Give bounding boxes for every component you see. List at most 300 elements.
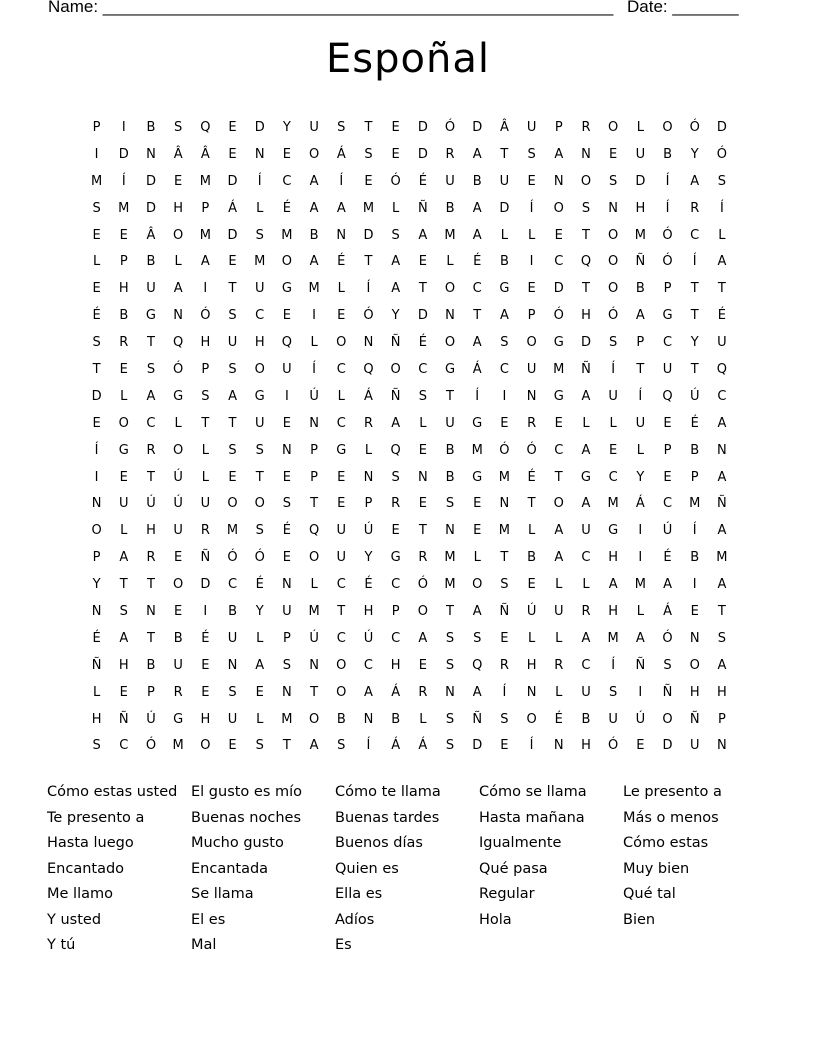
grid-cell: Í (257, 173, 262, 189)
grid-cell: O (553, 200, 564, 216)
grid-cell: B (146, 657, 156, 673)
grid-cell: Ñ (635, 254, 646, 270)
grid-cell: L (174, 254, 182, 270)
word-list-item: Se llama (191, 886, 254, 902)
grid-cell: I (312, 308, 317, 324)
grid-cell: L (310, 577, 318, 593)
grid-cell: R (581, 120, 591, 135)
grid-cell: Ñ (717, 496, 727, 512)
grid-cell: E (527, 281, 536, 297)
grid-cell: U (499, 173, 510, 189)
grid-cell: U (173, 657, 183, 673)
grid-cell: E (119, 227, 128, 243)
grid-cell: L (256, 200, 264, 216)
grid-cell: E (337, 308, 346, 324)
grid-cell: I (638, 523, 643, 539)
grid-cell: O (308, 711, 320, 727)
grid-cell: É (201, 630, 210, 646)
grid-cell: B (635, 281, 645, 297)
grid-cell: E (201, 657, 210, 673)
grid-cell: R (418, 550, 428, 566)
grid-cell: R (173, 684, 183, 700)
grid-cell: U (581, 523, 591, 539)
grid-cell: L (609, 415, 617, 431)
grid-cell: E (282, 415, 292, 431)
grid-cell: B (391, 711, 401, 727)
grid-cell: E (391, 146, 400, 162)
grid-cell: G (173, 388, 184, 404)
grid-cell: A (255, 657, 265, 673)
grid-cell: D (145, 200, 156, 216)
grid-cell: R (527, 415, 537, 431)
grid-cell: B (499, 254, 509, 270)
grid-cell: C (255, 308, 265, 324)
grid-cell: A (472, 684, 482, 700)
grid-cell: S (228, 442, 237, 458)
grid-cell: S (92, 200, 101, 216)
grid-cell: Q (173, 335, 184, 351)
grid-cell: U (146, 281, 156, 297)
grid-cell: D (254, 120, 265, 135)
grid-cell: T (310, 684, 319, 700)
word-list-item: El gusto es mío (191, 784, 303, 800)
grid-cell: I (121, 120, 126, 135)
grid-cell: Í (665, 200, 670, 216)
word-list-item: Buenas tardes (335, 809, 440, 826)
grid-cell: M (471, 442, 483, 458)
grid-cell: Â (146, 227, 156, 243)
grid-cell: P (92, 120, 101, 135)
grid-cell: U (635, 415, 646, 431)
grid-cell: N (553, 173, 564, 189)
grid-cell: G (608, 523, 619, 539)
grid-cell: Q (662, 388, 673, 404)
grid-cell: Ó (227, 550, 238, 566)
grid-cell: S (717, 630, 727, 646)
grid-cell: N (526, 388, 537, 404)
grid-cell: I (94, 469, 99, 485)
grid-cell: S (119, 604, 128, 620)
grid-cell: Á (364, 388, 373, 404)
grid-cell: Y (690, 146, 699, 162)
grid-cell: T (717, 604, 726, 620)
grid-cell: E (119, 469, 128, 485)
grid-cell: T (581, 281, 590, 297)
grid-cell: E (337, 469, 346, 485)
grid-cell: A (717, 469, 727, 485)
grid-cell: R (581, 604, 591, 620)
grid-cell: H (717, 684, 727, 700)
grid-cell: E (418, 657, 427, 673)
grid-cell: Í (121, 173, 126, 189)
word-list-item: Cómo te llama (335, 784, 441, 800)
grid-cell: Y (391, 308, 400, 324)
grid-cell: C (690, 227, 700, 243)
grid-cell: A (119, 630, 129, 646)
grid-cell: Ñ (91, 657, 102, 673)
grid-cell: U (635, 146, 646, 162)
grid-cell: O (281, 254, 293, 270)
grid-cell: D (145, 173, 156, 189)
grid-cell: É (364, 577, 373, 593)
grid-cell: E (609, 146, 618, 162)
grid-cell: B (336, 711, 346, 727)
grid-cell: A (309, 173, 319, 189)
grid-cell: N (282, 577, 292, 593)
grid-cell: B (445, 442, 455, 458)
grid-cell: É (255, 577, 264, 593)
grid-cell: P (310, 442, 319, 458)
grid-cell: D (499, 200, 510, 216)
grid-cell: M (90, 173, 103, 189)
grid-cell: Ú (146, 711, 156, 727)
grid-cell: A (418, 630, 428, 646)
word-list-item: Me llamo (47, 886, 113, 902)
date-field-label: Date: _______ (627, 0, 739, 16)
grid-cell: U (336, 550, 347, 566)
grid-cell: E (255, 684, 264, 700)
word-list-item: Quien es (335, 860, 399, 877)
grid-cell: A (472, 146, 482, 162)
grid-cell: T (146, 630, 155, 646)
grid-cell: O (308, 550, 320, 566)
grid-cell: U (309, 120, 319, 135)
grid-cell: N (282, 442, 292, 458)
grid-cell: E (92, 227, 101, 243)
grid-cell: Í (502, 684, 507, 700)
grid-cell: M (444, 550, 456, 566)
grid-cell: A (717, 657, 727, 673)
grid-cell: Á (391, 684, 401, 700)
grid-cell: L (256, 630, 264, 646)
grid-cell: Ú (363, 630, 374, 646)
word-list-item: Hasta mañana (479, 809, 585, 826)
grid-cell: A (391, 281, 401, 297)
grid-cell: N (146, 604, 156, 620)
grid-cell: N (581, 146, 591, 162)
grid-cell: Ó (499, 442, 510, 458)
grid-cell: T (364, 120, 373, 135)
grid-cell: E (473, 523, 482, 539)
grid-cell: M (689, 496, 701, 512)
grid-cell: M (226, 523, 239, 539)
grid-cell: S (500, 577, 509, 593)
grid-cell: B (445, 469, 455, 485)
grid-cell: Ú (309, 388, 319, 404)
grid-cell: N (336, 227, 347, 243)
grid-cell: L (419, 415, 427, 431)
grid-cell: Ú (146, 496, 156, 512)
grid-cell: H (254, 335, 265, 351)
grid-cell: S (609, 335, 618, 351)
grid-cell: É (473, 254, 482, 270)
grid-cell: Ú (662, 523, 673, 539)
grid-cell: R (445, 146, 455, 162)
grid-cell: D (227, 227, 238, 243)
grid-cell: H (146, 523, 156, 539)
grid-cell: L (582, 415, 590, 431)
grid-cell: Ó (689, 120, 700, 135)
grid-cell: T (201, 415, 210, 431)
grid-cell: H (200, 711, 211, 727)
grid-cell: E (418, 496, 427, 512)
grid-cell: S (255, 442, 264, 458)
grid-cell: R (146, 550, 156, 566)
grid-cell: B (228, 604, 237, 620)
grid-cell: C (662, 496, 673, 512)
grid-cell: A (690, 173, 700, 189)
grid-cell: É (282, 200, 292, 216)
grid-cell: E (418, 254, 427, 270)
grid-cell: E (473, 496, 482, 512)
grid-cell: Í (665, 173, 670, 189)
grid-cell: I (638, 550, 643, 566)
grid-cell: E (527, 173, 536, 189)
grid-cell: O (254, 496, 265, 512)
grid-cell: É (663, 550, 672, 566)
grid-cell: Ó (173, 362, 184, 378)
grid-cell: É (527, 469, 536, 485)
grid-cell: L (555, 577, 563, 593)
word-list-item: Y tú (47, 937, 76, 953)
grid-cell: Ó (417, 577, 428, 593)
grid-cell: A (499, 308, 509, 324)
grid-cell: E (391, 523, 400, 539)
grid-cell: O (173, 227, 184, 243)
grid-cell: R (418, 684, 428, 700)
grid-cell: Ó (145, 738, 157, 754)
grid-cell: L (201, 442, 209, 458)
grid-cell: T (418, 281, 427, 297)
grid-cell: P (554, 120, 563, 135)
grid-cell: U (662, 362, 673, 378)
word-list-item: Cómo estas usted (47, 784, 178, 800)
grid-cell: Q (472, 657, 483, 673)
grid-cell: H (200, 335, 211, 351)
grid-cell: O (200, 738, 211, 754)
grid-cell: N (689, 630, 700, 646)
grid-cell: Q (200, 120, 211, 135)
grid-cell: Á (635, 496, 645, 512)
grid-cell: L (636, 120, 644, 135)
grid-cell: A (472, 227, 482, 243)
grid-cell: M (308, 281, 320, 297)
grid-cell: T (119, 577, 128, 593)
grid-cell: L (419, 711, 427, 727)
grid-cell: E (418, 442, 427, 458)
grid-cell: L (446, 254, 454, 270)
grid-cell: O (526, 711, 537, 727)
grid-cell: T (473, 308, 482, 324)
grid-cell: B (690, 550, 700, 566)
grid-cell: I (284, 388, 289, 404)
grid-cell: O (608, 281, 619, 297)
word-list-item: Te presento a (47, 809, 145, 826)
grid-cell: A (635, 630, 645, 646)
grid-cell: A (717, 415, 727, 431)
grid-cell: T (636, 362, 645, 378)
grid-cell: P (527, 308, 536, 324)
grid-cell: O (608, 227, 619, 243)
grid-cell: H (173, 200, 184, 216)
grid-cell: Ñ (472, 711, 483, 727)
grid-cell: L (120, 388, 128, 404)
grid-cell: Á (472, 362, 482, 378)
grid-cell: D (635, 173, 646, 189)
grid-cell: D (553, 281, 564, 297)
grid-cell: P (690, 469, 699, 485)
grid-cell: Ó (200, 308, 211, 324)
grid-cell: P (636, 335, 645, 351)
grid-cell: E (92, 281, 101, 297)
grid-cell: A (635, 308, 645, 324)
grid-cell: Ñ (200, 550, 211, 566)
grid-cell: L (527, 630, 536, 646)
word-list-item: Igualmente (479, 835, 562, 851)
grid-cell: C (418, 362, 428, 378)
grid-cell: S (527, 146, 536, 162)
grid-cell: H (390, 657, 401, 673)
grid-cell: O (417, 604, 428, 620)
grid-cell: M (607, 630, 619, 646)
grid-cell: S (228, 308, 237, 324)
grid-cell: T (92, 362, 101, 378)
grid-cell: U (227, 711, 238, 727)
grid-cell: H (363, 604, 374, 620)
grid-cell: C (391, 577, 401, 593)
word-list-item: Regular (479, 886, 535, 902)
grid-cell: N (445, 523, 455, 539)
grid-cell: S (609, 684, 618, 700)
word-list-item: Mucho gusto (191, 835, 284, 851)
grid-cell: N (363, 711, 374, 727)
grid-cell: E (92, 415, 101, 431)
grid-cell: U (554, 604, 564, 620)
grid-cell: O (91, 523, 102, 539)
grid-cell: G (580, 469, 591, 485)
grid-cell: D (363, 227, 374, 243)
grid-cell: N (553, 738, 564, 754)
grid-cell: E (228, 146, 237, 162)
grid-cell: Í (692, 254, 697, 270)
grid-cell: C (146, 415, 156, 431)
grid-cell: R (363, 415, 373, 431)
grid-cell: T (581, 227, 590, 243)
grid-cell: E (201, 684, 210, 700)
grid-cell: B (663, 146, 672, 162)
word-list-item: Encantada (191, 860, 269, 877)
grid-cell: H (118, 657, 129, 673)
grid-cell: T (500, 146, 509, 162)
grid-cell: P (201, 200, 210, 216)
grid-cell: Ó (608, 308, 619, 324)
word-list-item: Ella es (335, 886, 383, 902)
grid-cell: S (255, 523, 264, 539)
word-list-item: Cómo estas (623, 835, 709, 851)
grid-cell: N (526, 684, 537, 700)
grid-cell: E (228, 469, 237, 485)
grid-cell: Ñ (417, 200, 428, 216)
grid-cell: A (554, 550, 564, 566)
grid-cell: N (363, 469, 374, 485)
grid-cell: D (200, 577, 211, 593)
grid-cell: C (391, 630, 401, 646)
grid-cell: E (663, 415, 672, 431)
grid-cell: N (445, 308, 455, 324)
grid-cell: I (692, 577, 697, 593)
grid-cell: E (282, 469, 292, 485)
grid-cell: A (663, 577, 672, 593)
word-list-item: Qué tal (623, 886, 676, 902)
grid-cell: Y (690, 335, 699, 351)
grid-cell: C (227, 577, 238, 593)
grid-cell: É (690, 415, 699, 431)
grid-cell: L (120, 523, 128, 539)
grid-cell: T (337, 604, 346, 620)
grid-cell: E (174, 604, 183, 620)
grid-cell: M (172, 738, 184, 754)
grid-cell: O (689, 657, 700, 673)
grid-cell: Í (366, 281, 371, 297)
grid-cell: P (119, 254, 128, 270)
grid-cell: É (418, 173, 427, 189)
grid-cell: O (173, 442, 184, 458)
grid-cell: E (554, 227, 563, 243)
grid-cell: U (227, 630, 238, 646)
grid-cell: O (336, 335, 347, 351)
word-list-item: Y usted (47, 911, 102, 928)
grid-cell: S (92, 335, 101, 351)
grid-cell: N (717, 738, 727, 754)
grid-cell: H (581, 738, 591, 754)
grid-cell: M (254, 254, 266, 270)
grid-cell: Í (529, 200, 534, 216)
grid-cell: U (282, 362, 292, 378)
grid-cell: A (119, 550, 129, 566)
grid-cell: G (444, 362, 456, 378)
grid-cell: É (418, 335, 427, 351)
grid-cell: U (445, 415, 455, 431)
grid-cell: Ñ (689, 711, 700, 727)
grid-cell: D (580, 335, 591, 351)
grid-cell: L (555, 630, 563, 646)
grid-cell: Q (580, 254, 592, 270)
grid-cell: A (554, 523, 564, 539)
grid-cell: Í (94, 442, 99, 458)
grid-cell: A (391, 254, 401, 270)
grid-cell: Ñ (635, 657, 646, 673)
grid-cell: E (663, 469, 672, 485)
grid-cell: U (336, 523, 347, 539)
grid-cell: D (118, 146, 129, 162)
grid-cell: T (418, 523, 427, 539)
grid-cell: B (581, 711, 591, 727)
grid-cell: L (92, 254, 101, 270)
grid-cell: A (717, 254, 727, 270)
grid-cell: I (529, 254, 534, 270)
grid-cell: Í (339, 173, 344, 189)
grid-cell: P (364, 496, 373, 512)
grid-cell: Ñ (499, 604, 510, 620)
grid-cell: I (502, 388, 507, 404)
grid-cell: T (228, 415, 237, 431)
grid-cell: R (200, 523, 210, 539)
grid-cell: C (336, 630, 346, 646)
grid-cell: Ú (309, 630, 319, 646)
grid-cell: H (581, 308, 591, 324)
grid-cell: U (581, 684, 591, 700)
grid-cell: L (174, 415, 182, 431)
